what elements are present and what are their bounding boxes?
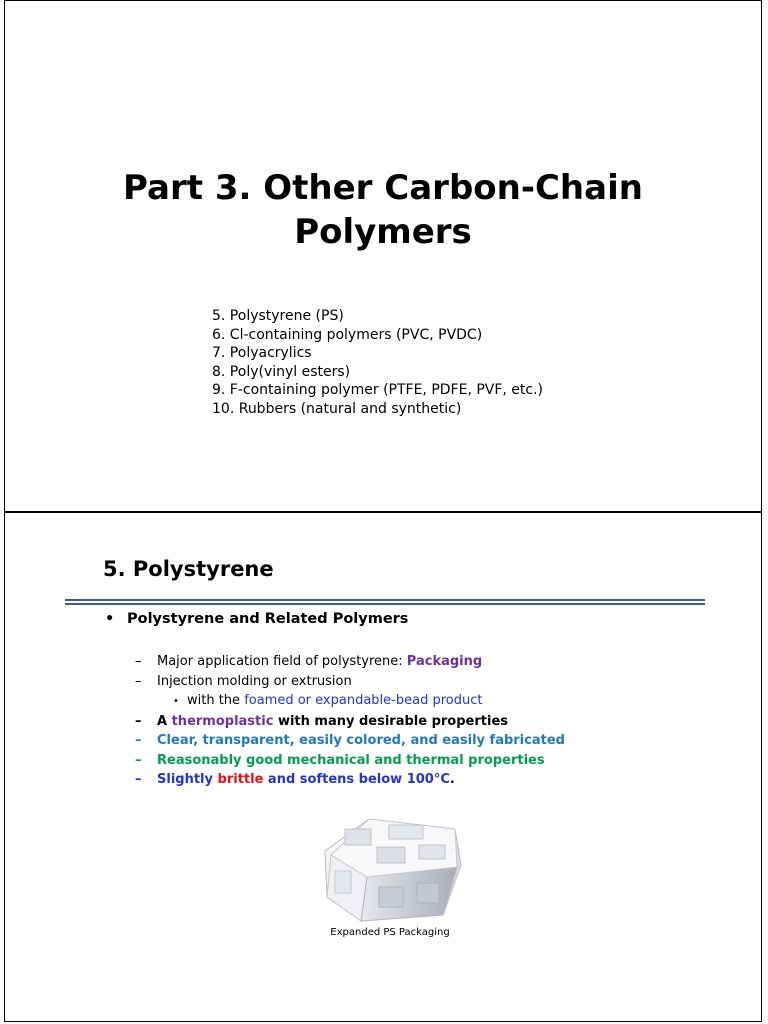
dash-marker: –: [135, 654, 142, 669]
highlight-softens: softens below 100°C: [299, 772, 450, 787]
line-text: Injection molding or extrusion: [157, 673, 352, 689]
list-item: [135, 770, 565, 790]
heading-divider-top: [65, 599, 705, 601]
bullet-marker: •: [105, 611, 115, 627]
list-item: [135, 672, 565, 692]
image-caption: Expanded PS Packaging: [330, 927, 450, 938]
list-item: [135, 691, 565, 712]
section-heading: 5. Polystyrene: [103, 557, 274, 581]
line-text: Slightly: [157, 772, 218, 787]
highlight-brittle: brittle: [217, 772, 264, 787]
dash-marker: –: [135, 772, 142, 787]
slide-title-line-1: Part 3. Other Carbon-Chain: [123, 168, 643, 208]
contents-list: [212, 307, 543, 418]
main-bullet-text: Polystyrene and Related Polymers: [127, 611, 409, 627]
list-item: 10. Rubbers (natural and synthetic): [212, 400, 462, 417]
list-item: 8. Poly(vinyl esters): [212, 363, 351, 380]
highlight-foamed: foamed or expandable-bead product: [244, 693, 483, 708]
main-bullet: [105, 611, 408, 627]
line-text: Major application field of polystyrene:: [157, 654, 407, 669]
slide-2: [4, 512, 762, 1022]
dash-marker: –: [135, 733, 142, 748]
line-text: with the: [187, 693, 245, 708]
heading-divider-bottom: [65, 603, 705, 605]
highlight-packaging: Packaging: [406, 654, 483, 669]
line-text: and: [263, 772, 300, 787]
list-item: [135, 652, 565, 672]
slide-1: [4, 0, 762, 512]
sub-bullet-list: [135, 652, 565, 790]
line-text: .: [449, 772, 455, 787]
line-text: Clear, transparent, easily colored, and easily fabricated: [157, 733, 565, 748]
dash-marker: –: [135, 673, 142, 689]
line-text: Reasonably good mechanical and thermal properties: [157, 752, 545, 768]
list-item: 6. Cl-containing polymers (PVC, PVDC): [212, 326, 483, 343]
list-item: 5. Polystyrene (PS): [212, 308, 344, 324]
list-item: 9. F-containing polymer (PTFE, PDFE, PVF, etc.): [212, 382, 544, 398]
list-item: [135, 731, 565, 751]
dash-marker: –: [135, 713, 142, 729]
line-text: with many desirable properties: [273, 713, 508, 729]
list-item: [135, 712, 565, 732]
slide-title-line-2: Polymers: [294, 212, 472, 252]
highlight-thermoplastic: thermoplastic: [171, 713, 274, 729]
list-item: 7. Polyacrylics: [212, 345, 312, 361]
list-item: [135, 751, 565, 771]
bullet-marker: •: [173, 696, 179, 707]
dash-marker: –: [135, 752, 142, 768]
line-text: A: [157, 713, 172, 729]
foam-packaging-image: [317, 811, 463, 923]
